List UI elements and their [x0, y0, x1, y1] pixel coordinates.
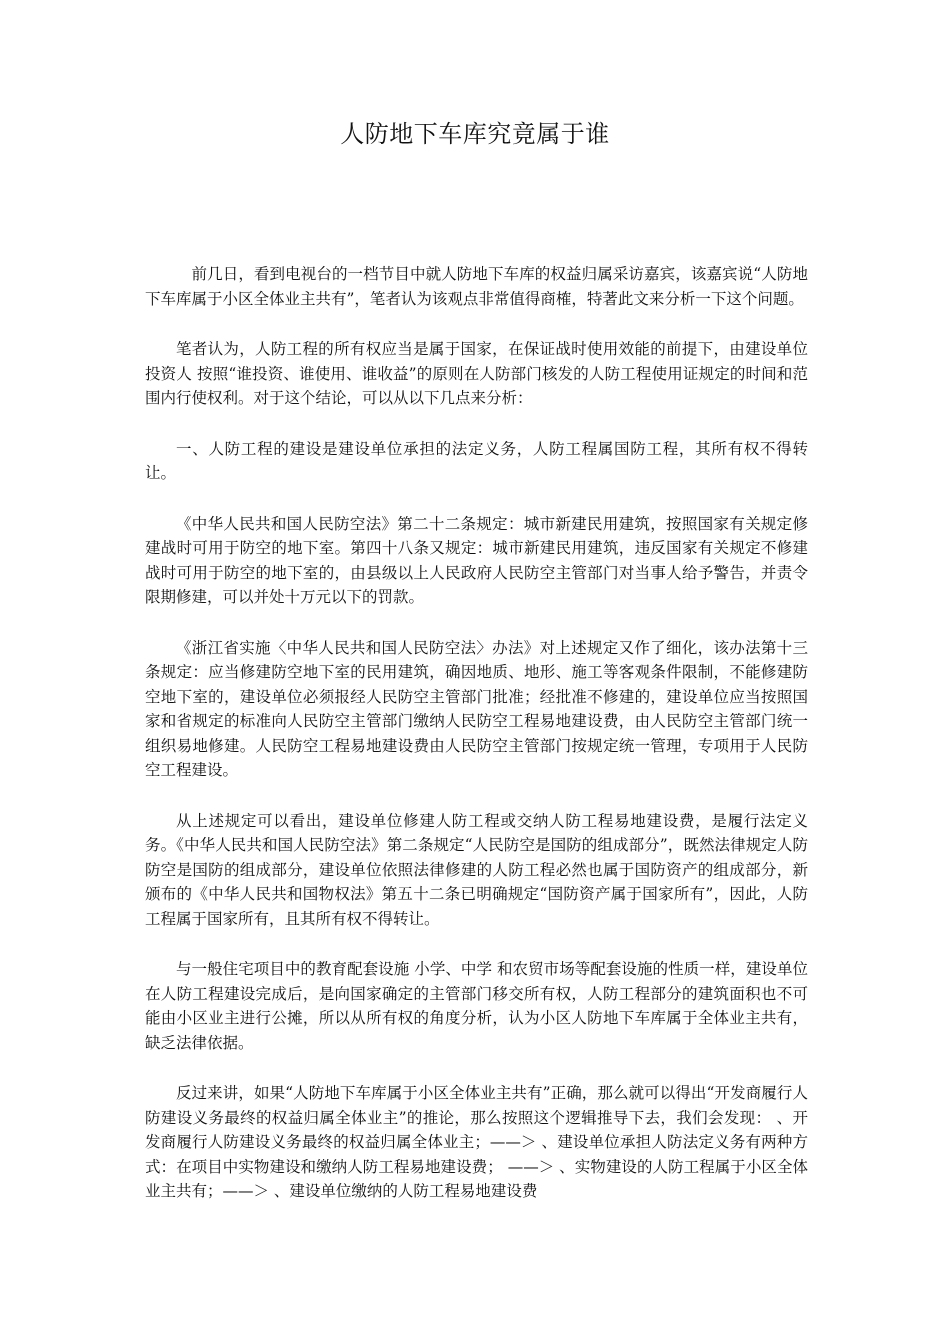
paragraph-analysis: 从上述规定可以看出，建设单位修建人防工程或交纳人防工程易地建设费，是履行法定义务。《中华人民共和国人民防空法》第二条规定“人民防空是国防的组成部分”，既然法律规定人防防空是国防的组成部分，建设单位依照法律修建的人防工程必然也属于国防资产的组成部分，新颁布的《中华人民共和国物权法》第五十二条已明确规定“国防资产属于国家所有”，因此，人防工程属于国家所有，且其所有权不得转让。	[145, 811, 808, 928]
paragraph-comparison: 与一般住宅项目中的教育配套设施 小学、中学 和农贸市场等配套设施的性质一样，建设单位在人防工程建设完成后，是向国家确定的主管部门移交所有权，人防工程部分的建筑面积也不可能由小区业主进行公摊，所以从所有权的角度分析，认为小区人防地下车库属于全体业主共有，缺乏法律依据。	[145, 960, 808, 1052]
paragraph-zhejiang-regulation: 《浙江省实施〈中华人民共和国人民防空法〉办法》对上述规定又作了细化，该办法第十三条规定：应当修建防空地下室的民用建筑，确因地质、地形、施工等客观条件限制，不能修建防空地下室的，建设单位必须报经人民防空主管部门批准；经批准不修建的，建设单位应当按照国家和省规定的标准向人民防空主管部门缴纳人民防空工程易地建设费，由人民防空主管部门统一组织易地修建。人民防空工程易地建设费由人民防空主管部门按规定统一管理，专项用于人民防空工程建设。	[145, 638, 808, 779]
paragraph-reverse-reasoning: 反过来讲，如果“人防地下车库属于小区全体业主共有”正确，那么就可以得出“开发商履行人防建设义务最终的权益归属全体业主”的推论，那么按照这个逻辑推导下去，我们会发现： 、开发商履行人防建设义务最终的权益归属全体业主；——＞ 、建设单位承担人防法定义务有两种方式：在项目中实物建设和缴纳人防工程易地建设费； ——＞ 、实物建设的人防工程属于小区全体业主共有；——＞ 、建设单位缴纳的人防工程易地建设费	[145, 1084, 808, 1200]
paragraph-intro: 前几日，看到电视台的一档节目中就人防地下车库的权益归属采访嘉宾，该嘉宾说“人防地下车库属于小区全体业主共有”，笔者认为该观点非常值得商榷，特著此文来分析一下这个问题。	[145, 265, 808, 308]
paragraph-author-view: 笔者认为，人防工程的所有权应当是属于国家，在保证战时使用效能的前提下，由建设单位 投资人 按照“谁投资、谁使用、谁收益”的原则在人防部门核发的人防工程使用证规定的时间和范围内行使权利。对于这个结论，可以从以下几点来分析：	[145, 340, 808, 407]
paragraph-point-one: 一、人防工程的建设是建设单位承担的法定义务，人防工程属国防工程，其所有权不得转让。	[145, 439, 808, 482]
paragraph-civil-air-defense-law: 《中华人民共和国人民防空法》第二十二条规定：城市新建民用建筑，按照国家有关规定修建战时可用于防空的地下室。第四十八条又规定：城市新建民用建筑，违反国家有关规定不修建战时可用于防空的地下室的，由县级以上人民政府人民防空主管部门对当事人给予警告，并责令限期修建，可以并处十万元以下的罚款。	[145, 514, 808, 606]
document-body	[145, 262, 808, 1230]
document-title: 人防地下车库究竟属于谁	[340, 120, 610, 148]
